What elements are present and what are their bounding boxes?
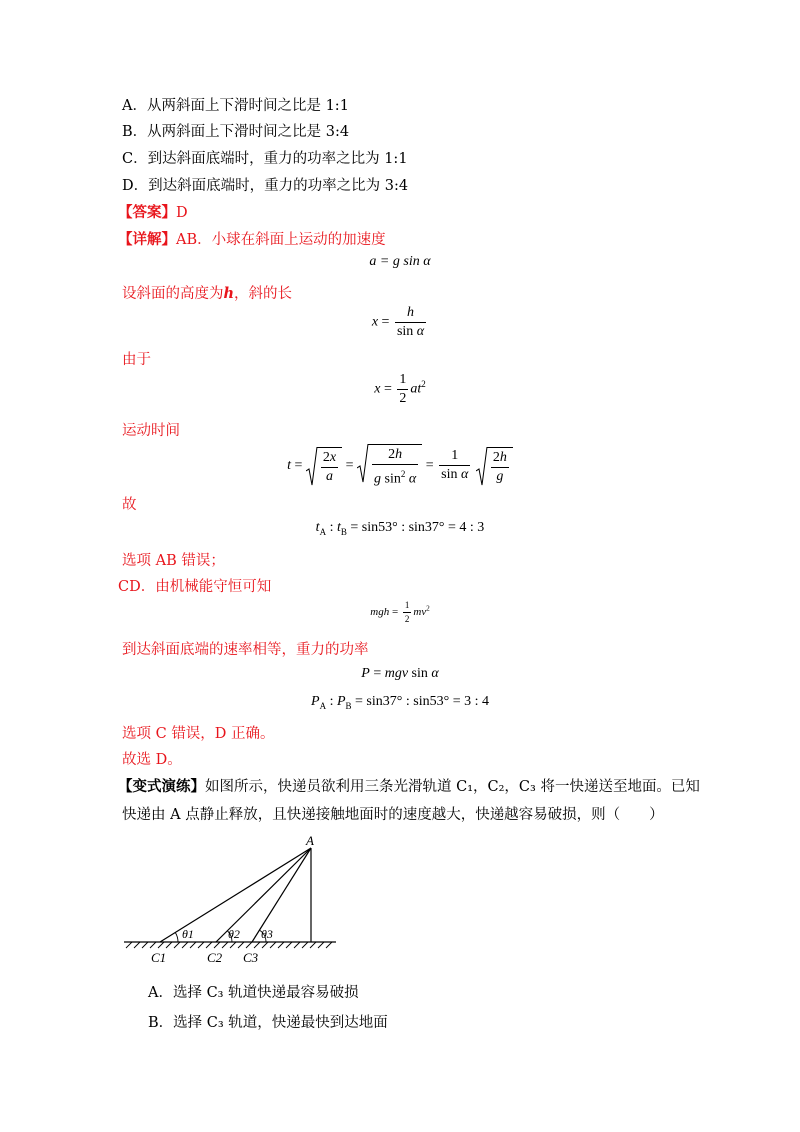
label-c2: C2 [207,950,223,965]
analysis-height-text [122,284,292,304]
answer-tag: 【答案】 [118,204,176,221]
variant-tag: 【变式演练】 [118,778,205,795]
label-a: A [306,833,314,848]
option-a: A．从两斜面上下滑时间之比是 1:1 [122,98,349,114]
label-c1: C1 [151,950,167,965]
equation-power-ratio: $P_A$ : $P_B = \sin 37^\circ$ : sin53° = 3 : 4 [311,694,489,711]
variant-line-2: 快递由 A 点静止释放，且快递接触地面时的速度越大，快递越容易破损，则（ ） [122,807,664,823]
equation-length: x = $\frac{h}{\text{sin α}}$ [371,305,425,339]
option-d: D．到达斜面底端时，重力的功率之比为 3:4 [122,178,409,194]
option-b: B．从两斜面上下滑时间之比是 3:4 [122,124,350,140]
angle-arc-1 [175,933,178,943]
label-theta1: θ1 [182,927,194,941]
analysis-intro [118,230,386,250]
analysis-therefore: 故 [122,497,137,513]
label-theta2: θ2 [228,927,240,941]
equation-time: t = $\frac{2x}{a}$ = $\frac{2h}{g \sin^2 \alpha}$ = $\frac{1}{\text{sin α}}$ $\frac{2h}{g}$ [0,444,800,488]
track-diagram [118,832,348,972]
label-c3: C3 [243,950,259,965]
answer-value: D [176,205,188,221]
answer-line [118,203,188,223]
equation-kinematics: x = $\frac{1}{2}$ $at^2$ [374,372,426,406]
analysis-final-choice: 故选 D。 [122,752,182,768]
ground-hatch [126,942,332,948]
variant-text-1: 如图所示，快递员欲利用三条光滑轨道 C₁，C₂，C₃ 将一快递送至地面。已知 [205,779,700,795]
equation-acceleration: a = g sin α [369,254,431,269]
height-text-post: ，斜的长 [234,286,293,302]
analysis-conclusion: 选项 C 错误，D 正确。 [122,726,275,742]
height-var: h [223,285,235,302]
analysis-ab-wrong: 选项 AB 错误； [122,553,225,569]
variant-option-b: B．选择 C₃ 轨道，快递最快到达地面 [148,1015,388,1031]
equation-time-ratio: $t_A$ : $t_B = \sin 53^\circ$ : sin37° = 4 : 3 [315,520,485,537]
analysis-tag: 【详解】 [118,231,176,248]
analysis-intro-text: AB．小球在斜面上运动的加速度 [176,232,386,248]
option-c: C．到达斜面底端时，重力的功率之比为 1:1 [122,151,408,167]
analysis-power-text: 到达斜面底端的速率相等，重力的功率 [122,642,369,658]
analysis-since: 由于 [122,352,151,368]
equation-power: P = mgv sin α [361,666,439,681]
analysis-time-text: 运动时间 [122,423,180,439]
variant-line-1 [118,777,700,797]
height-text-pre: 设斜面的高度为 [122,286,224,302]
equation-energy: mgh = $\frac{1}{2}$ $mv^2$ [370,600,430,624]
variant-option-a: A．选择 C₃ 轨道快递最容易破损 [148,985,359,1001]
label-theta3: θ3 [261,927,273,941]
analysis-cd-intro: CD．由机械能守恒可知 [118,579,272,595]
